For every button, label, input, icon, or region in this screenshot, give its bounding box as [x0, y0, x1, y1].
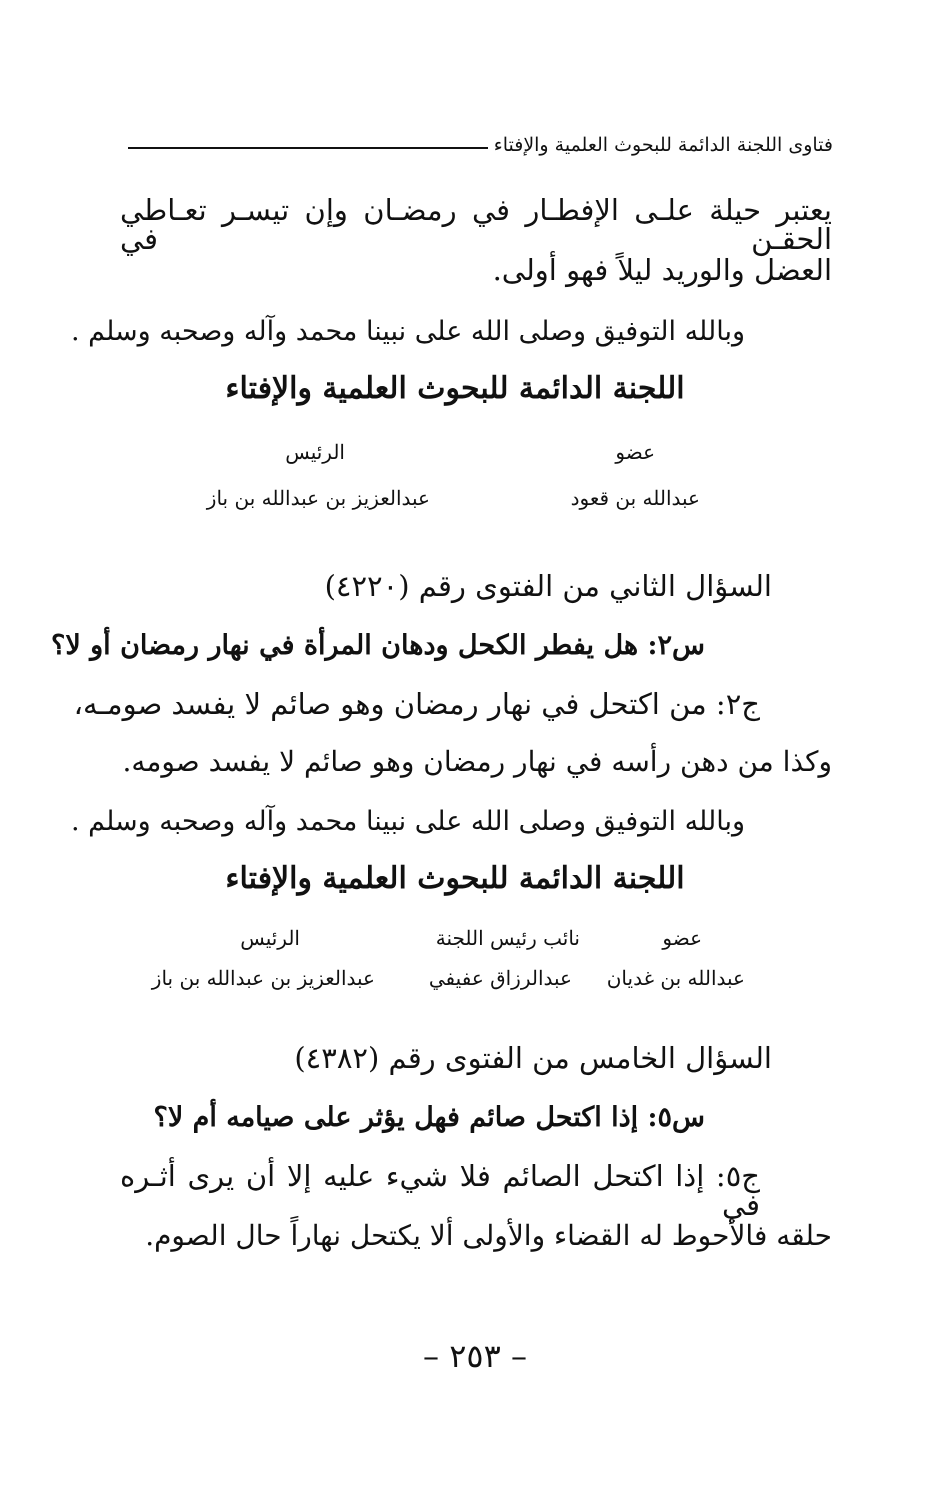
fatwa-heading: السؤال الثاني من الفتوى رقم (٤٢٢٠): [324, 569, 772, 603]
paragraph-line: يعتبر حيلة علـى الإفطـار في رمضـان وإن تيسـر تعـاطي الحقـن في: [120, 193, 832, 256]
running-header: [128, 116, 833, 156]
signature-vice-title: نائب رئيس اللجنة: [435, 926, 580, 950]
answer-line: حلقه فالأحوط له القضاء والأولى ألا يكتحل نهاراً حال الصوم.: [145, 1219, 832, 1252]
signature-member-title: عضو: [615, 440, 655, 464]
committee-name: اللجنة الدائمة للبحوث العلمية والإفتاء: [225, 861, 685, 896]
signature-chair-name: عبدالعزيز بن عبدالله بن باز: [151, 966, 375, 990]
signature-chair-name: عبدالعزيز بن عبدالله بن باز: [206, 486, 430, 510]
header-rule: [128, 147, 488, 149]
signature-chair-title: الرئيس: [240, 926, 300, 950]
signature-chair-title: الرئيس: [285, 440, 345, 464]
closing-line: وبالله التوفيق وصلى الله على نبينا محمد وآله وصحبه وسلم .: [70, 806, 745, 837]
question-text: س٥: إذا اكتحل صائم فهل يؤثر على صيامه أم لا؟: [153, 1102, 705, 1133]
committee-name: اللجنة الدائمة للبحوث العلمية والإفتاء: [225, 371, 685, 406]
signature-member-name: عبدالله بن قعود: [570, 486, 700, 510]
paragraph-line: العضل والوريد ليلاً فهو أولى.: [492, 253, 832, 287]
fatwa-heading: السؤال الخامس من الفتوى رقم (٤٣٨٢): [294, 1041, 772, 1075]
signature-member-title: عضو: [662, 926, 702, 950]
closing-line: وبالله التوفيق وصلى الله على نبينا محمد وآله وصحبه وسلم .: [70, 316, 745, 347]
question-text: س٢: هل يفطر الكحل ودهان المرأة في نهار رمضان أو لا؟: [51, 630, 705, 661]
answer-line: ج٥: إذا اكتحل الصائم فلا شيء عليه إلا أن يرى أثـره في: [120, 1159, 760, 1222]
header-title: فتاوى اللجنة الدائمة للبحوث العلمية والإفتاء: [493, 134, 833, 156]
answer-line: وكذا من دهن رأسه في نهار رمضان وهو صائم لا يفسد صومه.: [122, 745, 832, 778]
signature-vice-name: عبدالرزاق عفيفي: [428, 966, 572, 990]
answer-line: ج٢: من اكتحل في نهار رمضان وهو صائم لا يفسد صومـه،: [73, 687, 760, 721]
signature-member-name: عبدالله بن غديان: [606, 966, 745, 990]
page-number: – ٢٥٣ –: [423, 1337, 527, 1375]
